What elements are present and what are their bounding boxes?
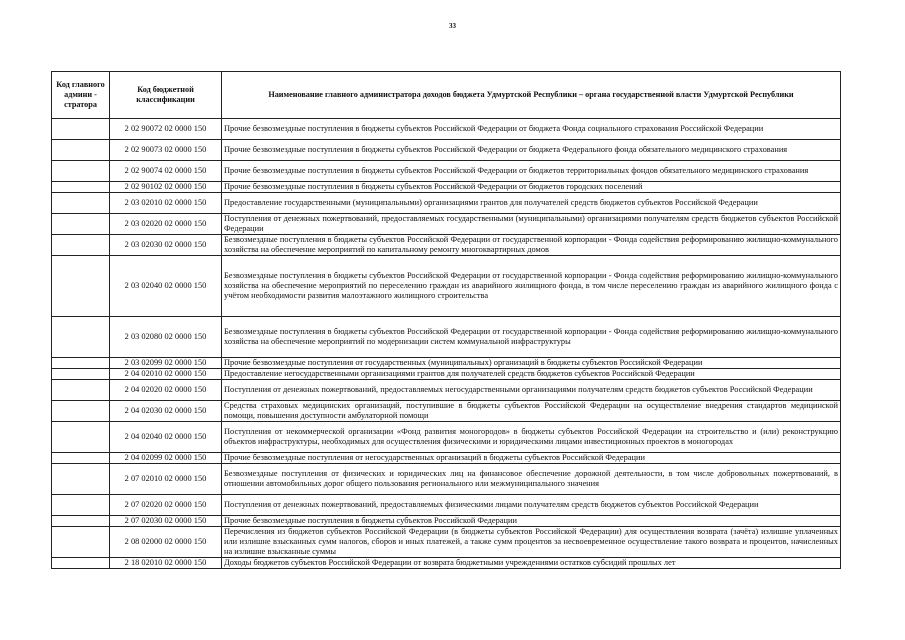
row-budget-code: 2 02 90073 02 0000 150 — [110, 140, 222, 161]
row-description: Поступления от денежных пожертвований, предоставляемых негосударственными организациями получателям средств бюджетов субъектов Российской Федерации — [222, 380, 841, 401]
row-budget-code: 2 04 02099 02 0000 150 — [110, 453, 222, 464]
row-description: Предоставление государственными (муниципальными) организациями грантов для получателей средств бюджетов субъектов Российской Федерации — [222, 193, 841, 214]
row-description: Безвозмездные поступления в бюджеты субъектов Российской Федерации от государственной корпорации - Фонда содействия реформированию жилищно-коммунального хозяйства на обеспечение мероприятий по капитальному ремонту многоквартирных домов — [222, 235, 841, 256]
row-admin-code — [52, 464, 110, 495]
row-description: Прочие безвозмездные поступления в бюджеты субъектов Российской Федерации от бюджетов территориальных фондов обязательного медицинского страхования — [222, 161, 841, 182]
table-row — [52, 256, 841, 317]
row-admin-code — [52, 422, 110, 453]
row-description: Перечисления из бюджетов субъектов Российской Федерации (в бюджеты субъектов Российской Федерации) для осуществления возврата (зачёта) излишне уплаченных или излишне взысканных сумм налогов, сборов и иных платежей, а также сумм процентов за несвоевременное осуществление такого возврата и процентов, начисленных на излишне взысканные суммы — [222, 527, 841, 558]
row-description: Предоставление негосударственными организациями грантов для получателей средств бюджетов субъектов Российской Федерации — [222, 369, 841, 380]
row-budget-code: 2 07 02010 02 0000 150 — [110, 464, 222, 495]
row-budget-code: 2 08 02000 02 0000 150 — [110, 527, 222, 558]
row-description: Прочие безвозмездные поступления в бюджеты субъектов Российской Федерации — [222, 516, 841, 527]
row-admin-code — [52, 453, 110, 464]
row-admin-code — [52, 317, 110, 358]
row-budget-code: 2 04 02020 02 0000 150 — [110, 380, 222, 401]
table-row — [52, 193, 841, 214]
row-admin-code — [52, 161, 110, 182]
row-budget-code: 2 03 02040 02 0000 150 — [110, 256, 222, 317]
table-row — [52, 235, 841, 256]
table-row — [52, 317, 841, 358]
header-admin-code: Код главного админи - стратора — [52, 72, 110, 119]
header-budget-code: Код бюджетной классификации — [110, 72, 222, 119]
header-administrator-name: Наименование главного администратора доходов бюджета Удмуртской Республики – органа государственной власти Удмуртской Республики — [222, 72, 841, 119]
table-header-row — [52, 72, 841, 119]
row-admin-code — [52, 369, 110, 380]
page-number: 33 — [449, 22, 456, 30]
row-admin-code — [52, 558, 110, 569]
table-row — [52, 516, 841, 527]
table-row — [52, 161, 841, 182]
row-admin-code — [52, 119, 110, 140]
table-row — [52, 380, 841, 401]
row-admin-code — [52, 401, 110, 422]
row-budget-code: 2 02 90074 02 0000 150 — [110, 161, 222, 182]
row-description: Прочие безвозмездные поступления от негосударственных организаций в бюджеты субъектов Российской Федерации — [222, 453, 841, 464]
row-budget-code: 2 07 02020 02 0000 150 — [110, 495, 222, 516]
table-row — [52, 140, 841, 161]
row-description: Безвозмездные поступления в бюджеты субъектов Российской Федерации от государственной корпорации - Фонда содействия реформированию жилищно-коммунального хозяйства на обеспечение мероприятий по переселению граждан из аварийного жилищного фонда, в том числе переселению граждан из аварийного жилищного фонда с учётом необходимости развития малоэтажного жилищного строительства — [222, 256, 841, 317]
table-row — [52, 369, 841, 380]
row-description: Прочие безвозмездные поступления в бюджеты субъектов Российской Федерации от бюджетов городских поселений — [222, 182, 841, 193]
row-admin-code — [52, 193, 110, 214]
row-budget-code: 2 03 02010 02 0000 150 — [110, 193, 222, 214]
row-description: Поступления от денежных пожертвований, предоставляемых физическими лицами получателям средств бюджетов субъектов Российской Федерации — [222, 495, 841, 516]
table-row — [52, 214, 841, 235]
table-body — [52, 119, 841, 569]
row-description: Доходы бюджетов субъектов Российской Федерации от возврата бюджетными учреждениями остатков субсидий прошлых лет — [222, 558, 841, 569]
row-budget-code: 2 02 90072 02 0000 150 — [110, 119, 222, 140]
row-admin-code — [52, 358, 110, 369]
row-admin-code — [52, 380, 110, 401]
row-description: Средства страховых медицинских организаций, поступившие в бюджеты субъектов Российской Федерации на осуществление внедрения стандартов медицинской помощи, повышения доступности амбулаторной помощи — [222, 401, 841, 422]
row-budget-code: 2 03 02020 02 0000 150 — [110, 214, 222, 235]
row-description: Прочие безвозмездные поступления в бюджеты субъектов Российской Федерации от бюджета Фонда социального страхования Российской Федерации — [222, 119, 841, 140]
row-description: Прочие безвозмездные поступления от государственных (муниципальных) организаций в бюджеты субъектов Российской Федерации — [222, 358, 841, 369]
table-row — [52, 182, 841, 193]
row-budget-code: 2 03 02080 02 0000 150 — [110, 317, 222, 358]
table-row — [52, 453, 841, 464]
row-admin-code — [52, 214, 110, 235]
row-admin-code — [52, 516, 110, 527]
table-row — [52, 464, 841, 495]
row-admin-code — [52, 256, 110, 317]
table-row — [52, 422, 841, 453]
row-budget-code: 2 03 02030 02 0000 150 — [110, 235, 222, 256]
table-row — [52, 358, 841, 369]
row-budget-code: 2 02 90102 02 0000 150 — [110, 182, 222, 193]
table-row — [52, 527, 841, 558]
budget-classification-table — [51, 71, 841, 569]
row-admin-code — [52, 495, 110, 516]
table-row — [52, 495, 841, 516]
row-admin-code — [52, 235, 110, 256]
row-admin-code — [52, 182, 110, 193]
row-budget-code: 2 04 02040 02 0000 150 — [110, 422, 222, 453]
row-description: Прочие безвозмездные поступления в бюджеты субъектов Российской Федерации от бюджета Федерального фонда обязательного медицинского страхования — [222, 140, 841, 161]
row-description: Поступления от денежных пожертвований, предоставляемых государственными (муниципальными) организациями получателям средств бюджетов субъектов Российской Федерации — [222, 214, 841, 235]
row-budget-code: 2 04 02030 02 0000 150 — [110, 401, 222, 422]
row-admin-code — [52, 527, 110, 558]
row-description: Безвозмездные поступления от физических и юридических лиц на финансовое обеспечение дорожной деятельности, в том числе добровольных пожертвований, в отношении автомобильных дорог общего пользования регионального или межмуниципального значения — [222, 464, 841, 495]
row-description: Безвозмездные поступления в бюджеты субъектов Российской Федерации от государственной корпорации - Фонда содействия реформированию жилищно-коммунального хозяйства на обеспечение мероприятий по модернизации систем коммунальной инфраструктуры — [222, 317, 841, 358]
table-row — [52, 558, 841, 569]
table-row — [52, 119, 841, 140]
row-admin-code — [52, 140, 110, 161]
row-budget-code: 2 03 02099 02 0000 150 — [110, 358, 222, 369]
row-budget-code: 2 04 02010 02 0000 150 — [110, 369, 222, 380]
row-budget-code: 2 18 02010 02 0000 150 — [110, 558, 222, 569]
row-description: Поступления от некоммерческой организации «Фонд развития моногородов» в бюджеты субъектов Российской Федерации на строительство и (или) реконструкцию объектов инфраструктуры, необходимых для осуществления физическими и юридическими лицами инвестиционных проектов в моногородах — [222, 422, 841, 453]
row-budget-code: 2 07 02030 02 0000 150 — [110, 516, 222, 527]
table-row — [52, 401, 841, 422]
